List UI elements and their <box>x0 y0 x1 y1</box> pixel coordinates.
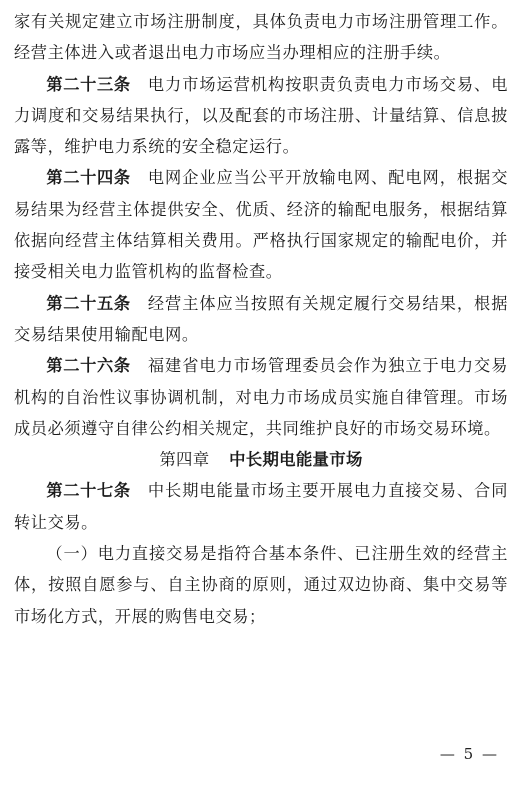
document-body <box>14 6 508 632</box>
list-item-text: （一）电力直接交易是指符合基本条件、已注册生效的经营主体，按照自愿参与、自主协商的原则，通过双边协商、集中交易等市场化方式，开展的购售电交易； <box>14 544 508 626</box>
page-number: — 5 — <box>439 745 499 763</box>
chapter-heading <box>14 444 508 475</box>
article-number: 第二十七条 <box>46 481 131 501</box>
article-number: 第二十四条 <box>46 168 131 188</box>
article-text: 经营主体应当按照有关规定履行交易结果，根据交易结果使用输配电网。 <box>14 293 508 344</box>
article-text: 电网企业应当公平开放输电网、配电网，根据交易结果为经营主体提供安全、优质、经济的输配电服务，根据结算依据向经营主体结算相关费用。严格执行国家规定的输配电价，并接受相关电力监管机构的监督检查。 <box>14 168 508 282</box>
article-number: 第二十六条 <box>46 356 131 376</box>
chapter-title: 中长期电能量市场 <box>229 450 363 470</box>
article-24 <box>14 162 508 287</box>
article-27 <box>14 475 508 538</box>
article-number: 第二十五条 <box>46 293 131 313</box>
paragraph-continuation <box>14 6 508 69</box>
article-text: 电力市场运营机构按职责负责电力市场交易、电力调度和交易结果执行，以及配套的市场注册、计量结算、信息披露等，维护电力系统的安全稳定运行。 <box>14 74 508 157</box>
list-item-1 <box>14 538 508 632</box>
article-25 <box>14 288 508 351</box>
article-26 <box>14 350 508 444</box>
chapter-number: 第四章 <box>159 450 210 470</box>
article-text: 中长期电能量市场主要开展电力直接交易、合同转让交易。 <box>14 481 508 532</box>
article-23 <box>14 69 508 163</box>
paragraph-text: 家有关规定建立市场注册制度，具体负责电力市场注册管理工作。经营主体进入或者退出电力市场应当办理相应的注册手续。 <box>14 12 508 63</box>
article-number: 第二十三条 <box>46 74 131 94</box>
article-text: 福建省电力市场管理委员会作为独立于电力交易机构的自治性议事协调机制，对电力市场成员实施自律管理。市场成员必须遵守自律公约相关规定，共同维护良好的市场交易环境。 <box>14 356 508 438</box>
